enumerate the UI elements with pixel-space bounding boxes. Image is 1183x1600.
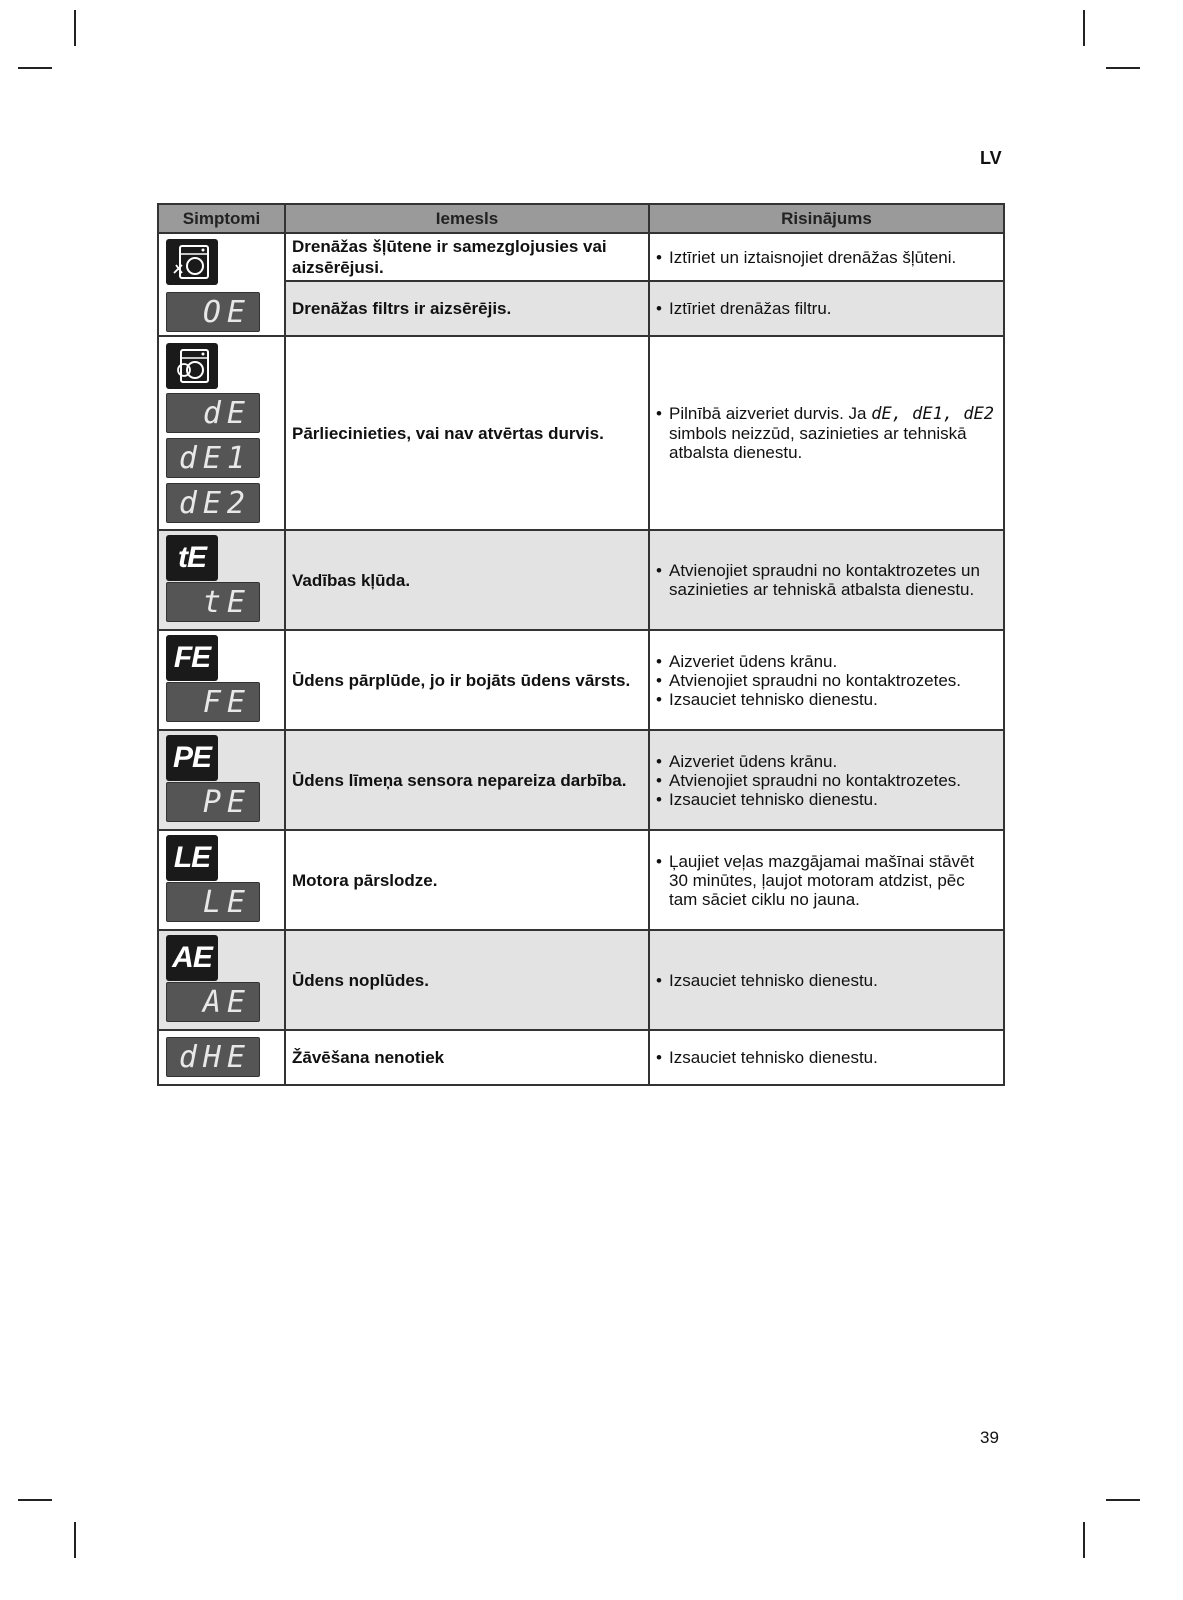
solution-item: • Aizveriet ūdens krānu. bbox=[656, 752, 997, 771]
lcd-display: dHE bbox=[166, 1037, 260, 1077]
solution-item: • Izsauciet tehnisko dienestu. bbox=[656, 971, 997, 990]
lcd-display: LE bbox=[166, 882, 260, 922]
symptom-cell bbox=[158, 830, 285, 930]
cause-text: Motora pārslodze. bbox=[285, 830, 649, 930]
header-symptoms: Simptomi bbox=[158, 204, 285, 233]
table-row bbox=[158, 1030, 1004, 1085]
lcd-display: AE bbox=[166, 982, 260, 1022]
solution-item bbox=[656, 404, 997, 462]
solution-cell bbox=[649, 336, 1004, 530]
le-icon: LE bbox=[166, 835, 218, 881]
table-row bbox=[158, 830, 1004, 930]
pe-icon: PE bbox=[166, 735, 218, 781]
table-row bbox=[158, 630, 1004, 730]
lcd-display: dE2 bbox=[166, 483, 260, 523]
crop-mark bbox=[1083, 10, 1085, 46]
solution-item: • Aizveriet ūdens krānu. bbox=[656, 652, 997, 671]
table-row bbox=[158, 730, 1004, 830]
symptom-cell bbox=[158, 630, 285, 730]
symptom-cell bbox=[158, 930, 285, 1030]
te-icon: tE bbox=[166, 535, 218, 581]
table-row bbox=[158, 930, 1004, 1030]
crop-mark bbox=[1083, 1522, 1085, 1558]
cause-text: Ūdens līmeņa sensora nepareiza darbība. bbox=[285, 730, 649, 830]
cause-text: Ūdens noplūdes. bbox=[285, 930, 649, 1030]
lcd-display: FE bbox=[166, 682, 260, 722]
header-cause: Iemesls bbox=[285, 204, 649, 233]
solution-item: • Ļaujiet veļas mazgājamai mašīnai stāvēt 30 minūtes, ļaujot motoram atdzist, pēc tam sāciet ciklu no jauna. bbox=[656, 852, 997, 909]
cause-text: Drenāžas filtrs ir aizsērējis. bbox=[285, 281, 649, 336]
cause-text: Ūdens pārplūde, jo ir bojāts ūdens vārsts. bbox=[285, 630, 649, 730]
crop-mark bbox=[1106, 1499, 1140, 1501]
solution-prefix: Pilnībā aizveriet durvis. Ja bbox=[669, 404, 867, 423]
solution-item: • Izsauciet tehnisko dienestu. bbox=[656, 690, 997, 709]
solution-item: • Atvienojiet spraudni no kontaktrozetes un sazinieties ar tehniskā atbalsta dienestu. bbox=[656, 561, 997, 599]
crop-mark bbox=[74, 10, 76, 46]
lcd-display: PE bbox=[166, 782, 260, 822]
solution-cell bbox=[649, 530, 1004, 630]
solution-item: • Iztīriet un iztaisnojiet drenāžas šļūteni. bbox=[656, 248, 997, 267]
drain-error-icon bbox=[166, 239, 218, 285]
fe-icon: FE bbox=[166, 635, 218, 681]
symptom-cell bbox=[158, 233, 285, 336]
lcd-display: dE bbox=[166, 393, 260, 433]
cause-text: Žāvēšana nenotiek bbox=[285, 1030, 649, 1085]
crop-mark bbox=[18, 67, 52, 69]
table-row bbox=[158, 336, 1004, 530]
solution-cell bbox=[649, 630, 1004, 730]
page-number: 39 bbox=[980, 1428, 999, 1447]
solution-cell bbox=[649, 730, 1004, 830]
lcd-display: OE bbox=[166, 292, 260, 332]
table-row bbox=[158, 233, 1004, 281]
table-row bbox=[158, 530, 1004, 630]
table-header-row bbox=[158, 204, 1004, 233]
symptom-cell bbox=[158, 730, 285, 830]
solution-item: • Iztīriet drenāžas filtru. bbox=[656, 299, 997, 318]
solution-cell bbox=[649, 281, 1004, 336]
header-solution: Risinājums bbox=[649, 204, 1004, 233]
symptom-cell bbox=[158, 530, 285, 630]
solution-cell bbox=[649, 930, 1004, 1030]
solution-cell bbox=[649, 830, 1004, 930]
language-label: LV bbox=[980, 148, 1002, 168]
solution-item: • Izsauciet tehnisko dienestu. bbox=[656, 790, 997, 809]
lcd-display: tE bbox=[166, 582, 260, 622]
door-error-icon bbox=[166, 343, 218, 389]
cause-text: Drenāžas šļūtene ir samezglojusies vai aizsērējusi. bbox=[285, 233, 649, 281]
solution-suffix: simbols neizzūd, sazinieties ar tehniskā atbalsta dienestu. bbox=[669, 424, 967, 462]
solution-item: • Atvienojiet spraudni no kontaktrozetes. bbox=[656, 671, 997, 690]
symptom-cell bbox=[158, 336, 285, 530]
crop-mark bbox=[74, 1522, 76, 1558]
solution-cell bbox=[649, 233, 1004, 281]
troubleshooting-table bbox=[157, 203, 1005, 1086]
solution-codes: dE, dE1, dE2 bbox=[871, 404, 995, 424]
lcd-display: dE1 bbox=[166, 438, 260, 478]
solution-item: • Atvienojiet spraudni no kontaktrozetes. bbox=[656, 771, 997, 790]
ae-icon: AE bbox=[166, 935, 218, 981]
solution-item: • Izsauciet tehnisko dienestu. bbox=[656, 1048, 997, 1067]
crop-mark bbox=[1106, 67, 1140, 69]
symptom-cell bbox=[158, 1030, 285, 1085]
crop-mark bbox=[18, 1499, 52, 1501]
solution-cell bbox=[649, 1030, 1004, 1085]
cause-text: Vadības kļūda. bbox=[285, 530, 649, 630]
cause-text: Pārliecinieties, vai nav atvērtas durvis. bbox=[285, 336, 649, 530]
